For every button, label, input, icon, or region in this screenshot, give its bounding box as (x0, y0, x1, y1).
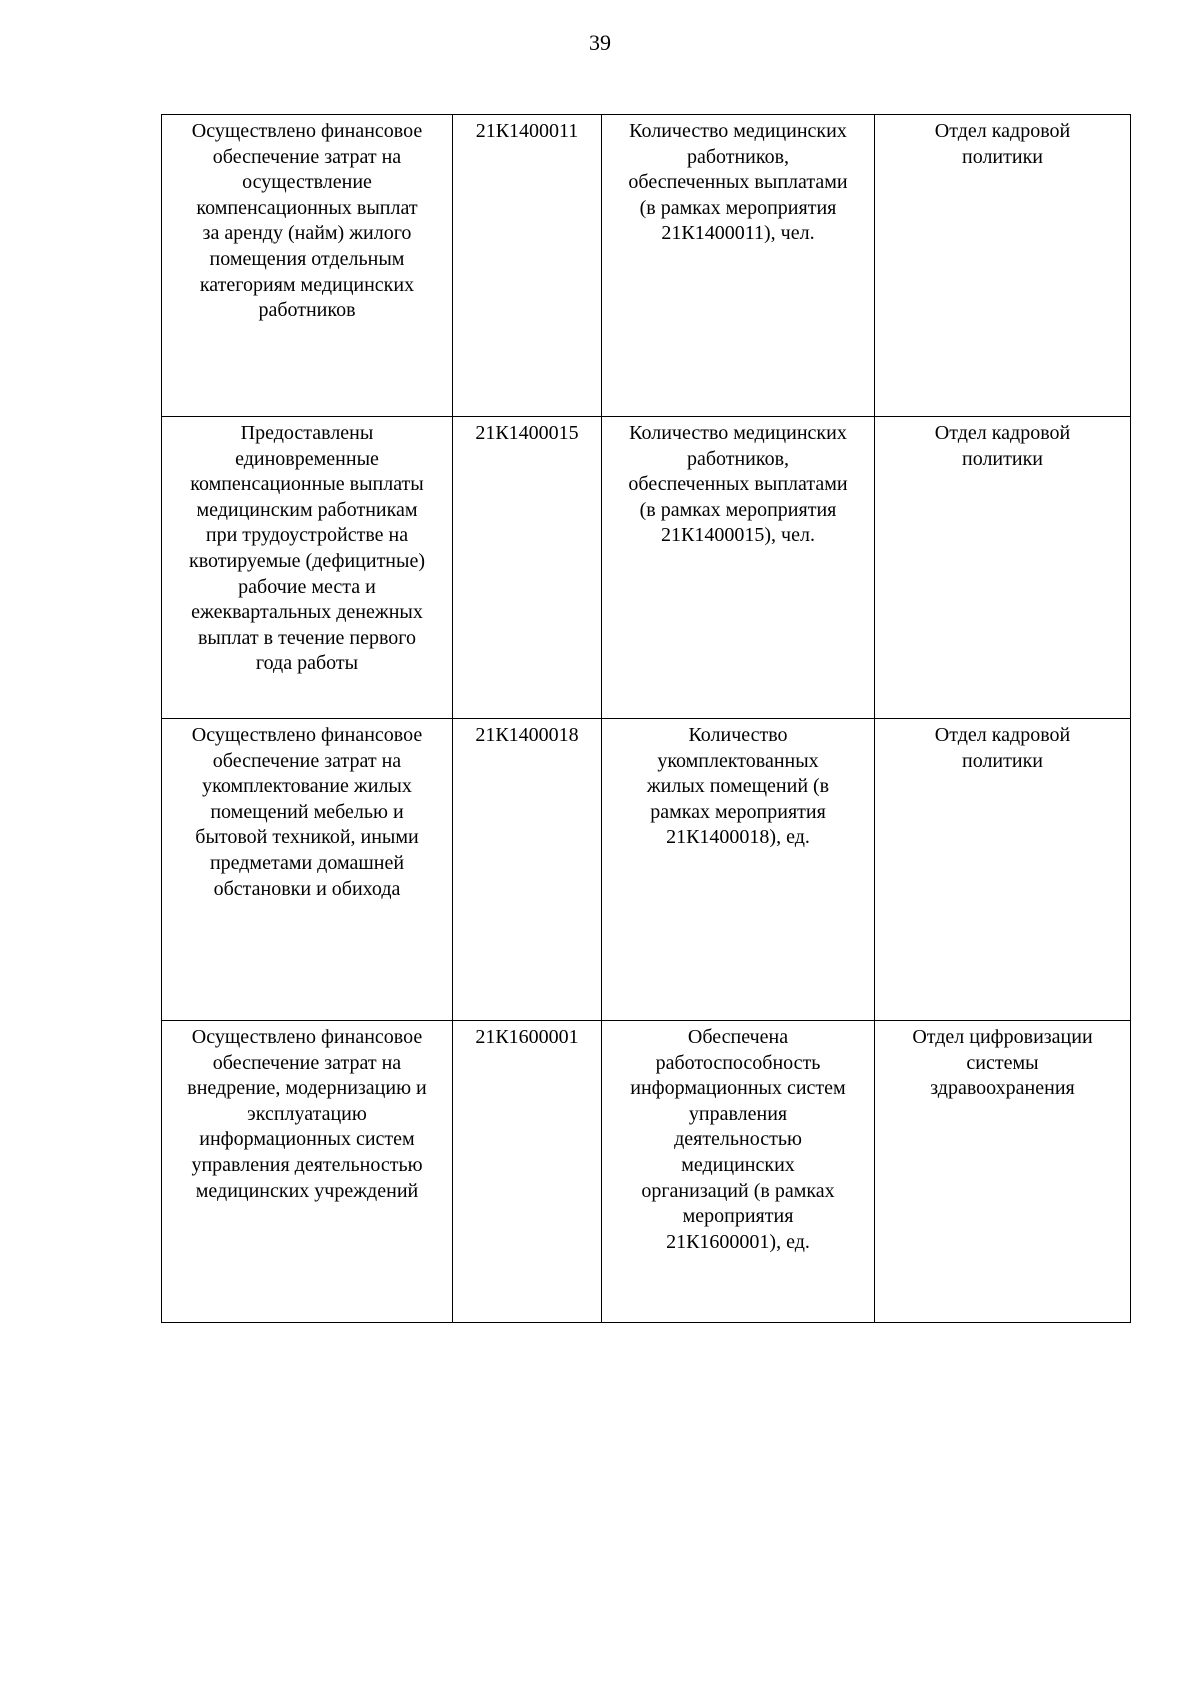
event-line: помещения отдельным (209, 247, 405, 270)
indicator-line: мероприятия (682, 1205, 794, 1228)
event-line: рабочие места и (238, 575, 376, 598)
event-line: Осуществлено финансовое (191, 1026, 423, 1048)
event-cell (162, 115, 453, 417)
code-cell: 21К1400015 (453, 417, 602, 719)
event-line: информационных систем (199, 1128, 415, 1151)
event-line: Предоставлены (240, 422, 374, 444)
indicator-line: 21К1600001), ед. (666, 1230, 810, 1253)
event-line: внедрение, модернизацию и (187, 1077, 427, 1100)
indicator-line: 21К1400018), ед. (666, 826, 810, 849)
event-line: предметами домашней (209, 851, 405, 874)
event-line: квотируемые (дефицитные) (189, 549, 425, 572)
event-line: категориям медицинских (199, 273, 415, 296)
event-line: осуществление (242, 171, 372, 194)
event-line: эксплуатацию (247, 1102, 367, 1125)
indicator-line: работников, (686, 145, 790, 168)
event-line: Осуществлено финансовое (191, 724, 423, 746)
event-line: единовременные (235, 447, 379, 470)
event-line: бытовой техникой, иными (195, 826, 419, 849)
responsible-line: политики (962, 447, 1043, 470)
indicator-line: медицинских (681, 1153, 795, 1176)
indicator-line: укомплектованных (657, 749, 819, 772)
event-line: укомплектование жилых (202, 775, 412, 798)
indicator-line: (в рамках мероприятия (639, 196, 837, 219)
indicator-line: Количество (688, 724, 788, 746)
indicator-line: 21К1400011), чел. (661, 222, 815, 245)
responsible-line: системы (966, 1051, 1039, 1074)
indicator-cell (602, 719, 875, 1021)
indicator-line: информационных систем (630, 1077, 846, 1100)
indicator-line: рамках мероприятия (650, 800, 826, 823)
indicator-line: Количество медицинских (629, 422, 847, 444)
table-row (162, 417, 1131, 719)
event-line: выплат в течение первого (197, 626, 417, 649)
responsible-line: политики (962, 749, 1043, 772)
table-body (162, 115, 1131, 1323)
indicator-line: работоспособность (655, 1051, 821, 1074)
indicator-line: деятельностью (674, 1128, 802, 1151)
event-line: при трудоустройстве на (205, 524, 409, 547)
page-number: 39 (589, 30, 611, 55)
event-cell (162, 719, 453, 1021)
code-cell: 21К1600001 (453, 1021, 602, 1323)
event-cell (162, 1021, 453, 1323)
event-line: года работы (255, 652, 359, 675)
activities-table (161, 114, 1131, 1323)
responsible-line: Отдел кадровой (934, 724, 1071, 746)
responsible-line: политики (962, 145, 1043, 168)
event-cell (162, 417, 453, 719)
event-line: медицинским работникам (196, 498, 418, 521)
indicator-cell (602, 115, 875, 417)
responsible-cell (875, 115, 1131, 417)
indicator-line: организаций (в рамках (641, 1179, 835, 1202)
event-line: обеспечение затрат на (212, 749, 402, 772)
indicator-line: работников, (686, 447, 790, 470)
responsible-cell (875, 1021, 1131, 1323)
responsible-line: Отдел кадровой (934, 422, 1071, 444)
event-line: за аренду (найм) жилого (202, 222, 412, 245)
responsible-line: здравоохранения (930, 1077, 1075, 1100)
event-line: Осуществлено финансовое (191, 120, 423, 142)
indicator-line: 21К1400015), чел. (661, 524, 815, 547)
indicator-line: Обеспечена (687, 1026, 789, 1048)
event-line: помещений мебелью и (210, 800, 404, 823)
event-line: управления деятельностью (191, 1153, 423, 1176)
indicator-cell (602, 417, 875, 719)
indicator-line: жилых помещений (в (646, 775, 830, 798)
event-line: ежеквартальных денежных (191, 601, 423, 624)
indicator-line: Количество медицинских (629, 120, 847, 142)
code-cell: 21К1400011 (453, 115, 602, 417)
responsible-cell (875, 417, 1131, 719)
indicator-line: обеспеченных выплатами (628, 171, 848, 194)
indicator-line: управления (688, 1102, 788, 1125)
event-line: компенсационных выплат (196, 196, 418, 219)
table-row (162, 115, 1131, 417)
code-cell: 21К1400018 (453, 719, 602, 1021)
responsible-cell (875, 719, 1131, 1021)
indicator-line: (в рамках мероприятия (639, 498, 837, 521)
event-line: работников (258, 299, 356, 322)
indicator-cell (602, 1021, 875, 1323)
event-line: медицинских учреждений (195, 1179, 419, 1202)
responsible-line: Отдел кадровой (934, 120, 1071, 142)
event-line: компенсационные выплаты (190, 473, 424, 496)
table-row (162, 1021, 1131, 1323)
table-row (162, 719, 1131, 1021)
indicator-line: обеспеченных выплатами (628, 473, 848, 496)
event-line: обстановки и обихода (213, 877, 401, 900)
responsible-line: Отдел цифровизации (912, 1026, 1093, 1048)
event-line: обеспечение затрат на (212, 1051, 402, 1074)
event-line: обеспечение затрат на (212, 145, 402, 168)
